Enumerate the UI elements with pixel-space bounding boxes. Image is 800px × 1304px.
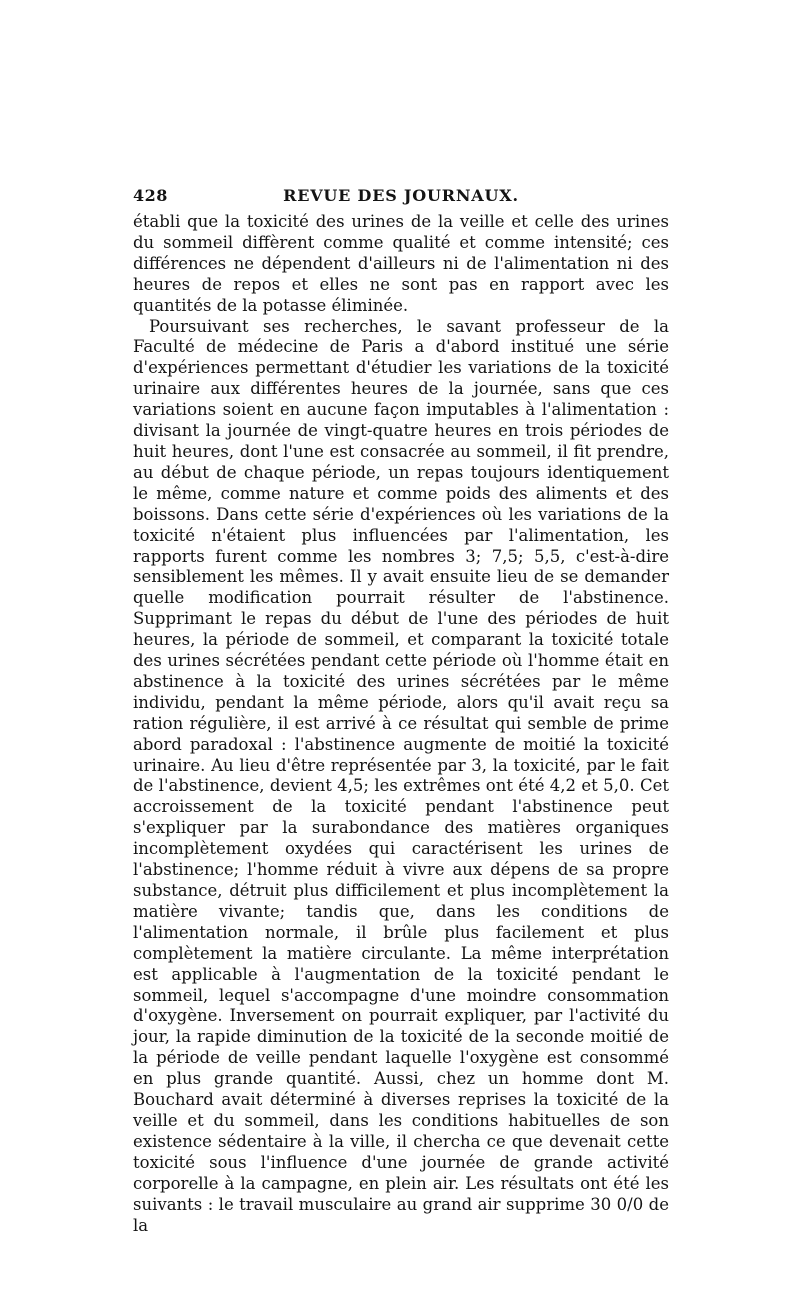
book-page bbox=[133, 186, 669, 1236]
body-text bbox=[133, 212, 669, 1236]
page-number: 428 bbox=[133, 186, 168, 205]
paragraph: établi que la toxicité des urines de la veille et celle des urines du sommeil diffèrent comme qualité et comme intensité; ces différences ne dépendent d'ailleurs ni de l'alimentation ni des heures de repos et elles ne sont pas en rapport avec les quantités de la potasse éliminée. bbox=[133, 212, 669, 315]
running-title: REVUE DES JOURNAUX. bbox=[283, 186, 519, 205]
paragraph: Poursuivant ses recherches, le savant professeur de la Faculté de médecine de Paris a d'abord institué une série d'expériences permettant d'étudier les variations de la toxicité urinaire aux différentes heures de la journée, sans que ces variations soient en aucune façon imputables à l'alimentation : divisant la journée de vingt-quatre heures en trois périodes de huit heures, dont l'une est consacrée au sommeil, il fit prendre, au début de chaque période, un repas toujours identiquement le même, comme nature et comme poids des aliments et des boissons. Dans cette série d'expériences où les variations de la toxicité n'étaient plus influencées par l'alimentation, les rapports furent comme les nombres 3; 7,5; 5,5, c'est-à-dire sensiblement les mêmes. Il y avait ensuite lieu de se demander quelle modification pourrait résulter de l'abstinence. Supprimant le repas du début de l'une des périodes de huit heures, la période de sommeil, et comparant la toxicité totale des urines sécrétées pendant cette période où l'homme était en abstinence à la toxicité des urines sécrétées par le même individu, pendant la même période, alors qu'il avait reçu sa ration régulière, il est arrivé à ce résultat qui semble de prime abord paradoxal : l'abstinence augmente de moitié la toxicité urinaire. Au lieu d'être représentée par 3, la toxicité, par le fait de l'abstinence, devient 4,5; les extrêmes ont été 4,2 et 5,0. Cet accroissement de la toxicité pendant l'abstinence peut s'expliquer par la surabondance des matières organiques incomplètement oxydées qui caractérisent les urines de l'abstinence; l'homme réduit à vivre aux dépens de sa propre substance, détruit plus difficilement et plus incomplètement la matière vivante; tandis que, dans les conditions de l'alimentation normale, il brûle plus facilement et plus complètement la matière circulante. La même interprétation est applicable à l'augmentation de la toxicité pendant le sommeil, lequel s'accompagne d'une moindre consommation d'oxygène. Inversement on pourrait expliquer, par l'activité du jour, la rapide diminution de la toxicité de la seconde moitié de la période de veille pendant laquelle l'oxygène est consommé en plus grande quantité. Aussi, chez un homme dont M. Bouchard avait déterminé à diverses reprises la toxicité de la veille et du sommeil, dans les conditions habituelles de son existence sédentaire à la ville, il chercha ce que devenait cette toxicité sous l'influence d'une journée de grande activité corporelle à la campagne, en plein air. Les résultats ont été les suivants : le travail musculaire au grand air supprime 30 0/0 de la bbox=[133, 316, 669, 1235]
page-header bbox=[133, 186, 669, 208]
